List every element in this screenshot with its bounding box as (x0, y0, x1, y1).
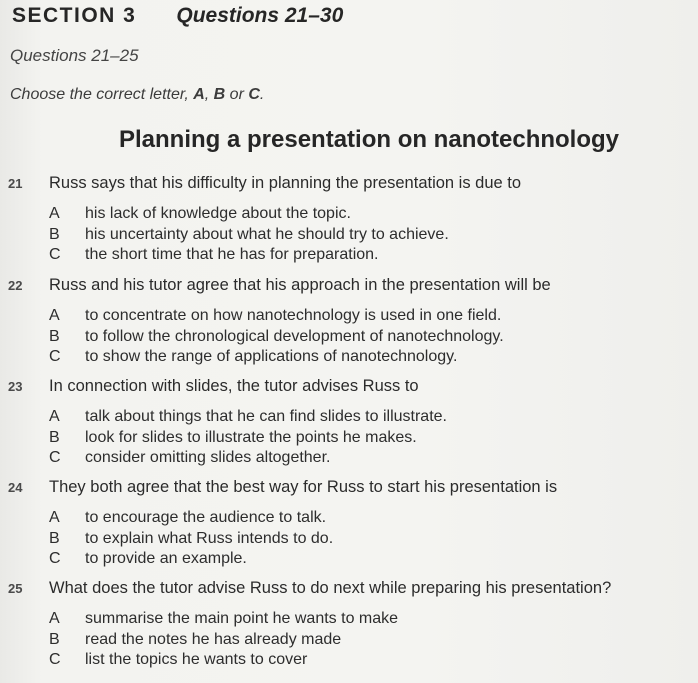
option-text: to concentrate on how nanotechnology is used in one field. (85, 307, 502, 325)
option-c[interactable] (49, 549, 333, 570)
option-a[interactable] (49, 204, 449, 225)
page-title: Planning a presentation on nanotechnology (118, 126, 620, 153)
option-letter: C (49, 550, 61, 568)
instruction-sep-1: , (204, 86, 214, 103)
option-text: to show the range of applications of nanotechnology. (85, 348, 458, 366)
option-text: read the notes he has already made (85, 630, 342, 648)
option-list (49, 407, 447, 469)
option-text: the short time that he has for preparation. (85, 246, 379, 264)
instruction-prefix: Choose the correct letter, (10, 86, 194, 103)
option-text: to encourage the audience to talk. (85, 509, 327, 527)
option-text: summarise the main point he wants to make (85, 610, 399, 628)
option-list (49, 306, 504, 368)
option-letter: A (49, 509, 60, 527)
option-letter: A (49, 610, 60, 628)
option-a[interactable] (49, 306, 504, 327)
option-text: to provide an example. (85, 550, 247, 568)
option-list (49, 204, 449, 266)
option-letter: C (49, 449, 61, 467)
option-b[interactable] (49, 428, 447, 449)
option-b[interactable] (49, 225, 449, 246)
instruction-letter-c: C (248, 86, 260, 103)
option-a[interactable] (49, 609, 398, 630)
option-letter: A (49, 408, 60, 426)
question-number: 24 (8, 480, 23, 495)
option-c[interactable] (49, 650, 398, 671)
instruction-text (10, 86, 264, 104)
option-letter: C (49, 246, 61, 264)
option-letter: A (49, 307, 60, 325)
option-c[interactable] (49, 347, 504, 368)
question-number: 23 (8, 379, 23, 394)
option-text: his lack of knowledge about the topic. (85, 205, 351, 223)
option-b[interactable] (49, 630, 398, 651)
option-letter: C (49, 651, 61, 669)
option-letter: B (49, 327, 60, 345)
option-text: list the topics he wants to cover (85, 651, 308, 669)
section-questions-range: Questions 21–30 (176, 4, 344, 27)
question-stem: What does the tutor advise Russ to do next while preparing his presentation? (49, 579, 612, 597)
option-text: look for slides to illustrate the points he makes. (85, 428, 417, 446)
question-number: 22 (8, 278, 23, 293)
instruction-letter-b: B (213, 86, 226, 103)
question-stem: In connection with slides, the tutor advises Russ to (49, 377, 419, 395)
option-text: consider omitting slides altogether. (85, 449, 331, 467)
option-letter: B (49, 630, 60, 648)
option-text: his uncertainty about what he should try to achieve. (85, 225, 449, 243)
option-a[interactable] (49, 508, 333, 529)
option-c[interactable] (49, 448, 447, 469)
subsection-questions-range: Questions 21–25 (10, 46, 139, 65)
question-stem: Russ and his tutor agree that his approach in the presentation will be (49, 276, 551, 294)
instruction-sep-2: or (225, 86, 249, 103)
question-number: 21 (8, 176, 23, 191)
option-list (49, 508, 333, 570)
option-c[interactable] (49, 245, 449, 266)
instruction-suffix: . (259, 86, 265, 103)
section-label: SECTION 3 (12, 4, 137, 27)
question-stem: They both agree that the best way for Russ to start his presentation is (49, 478, 558, 496)
question-stem: Russ says that his difficulty in planning the presentation is due to (49, 174, 522, 192)
option-letter: C (49, 348, 61, 366)
section-header (12, 4, 343, 30)
option-a[interactable] (49, 407, 447, 428)
option-text: to follow the chronological development of nanotechnology. (85, 327, 504, 345)
question-number: 25 (8, 581, 23, 596)
option-text: to explain what Russ intends to do. (85, 529, 334, 547)
option-b[interactable] (49, 327, 504, 348)
option-list (49, 609, 398, 671)
option-letter: B (49, 225, 60, 243)
option-text: talk about things that he can find slides to illustrate. (85, 408, 447, 426)
instruction-letter-a: A (193, 86, 205, 103)
option-letter: B (49, 529, 60, 547)
option-letter: B (49, 428, 60, 446)
option-b[interactable] (49, 529, 333, 550)
option-letter: A (49, 205, 60, 223)
